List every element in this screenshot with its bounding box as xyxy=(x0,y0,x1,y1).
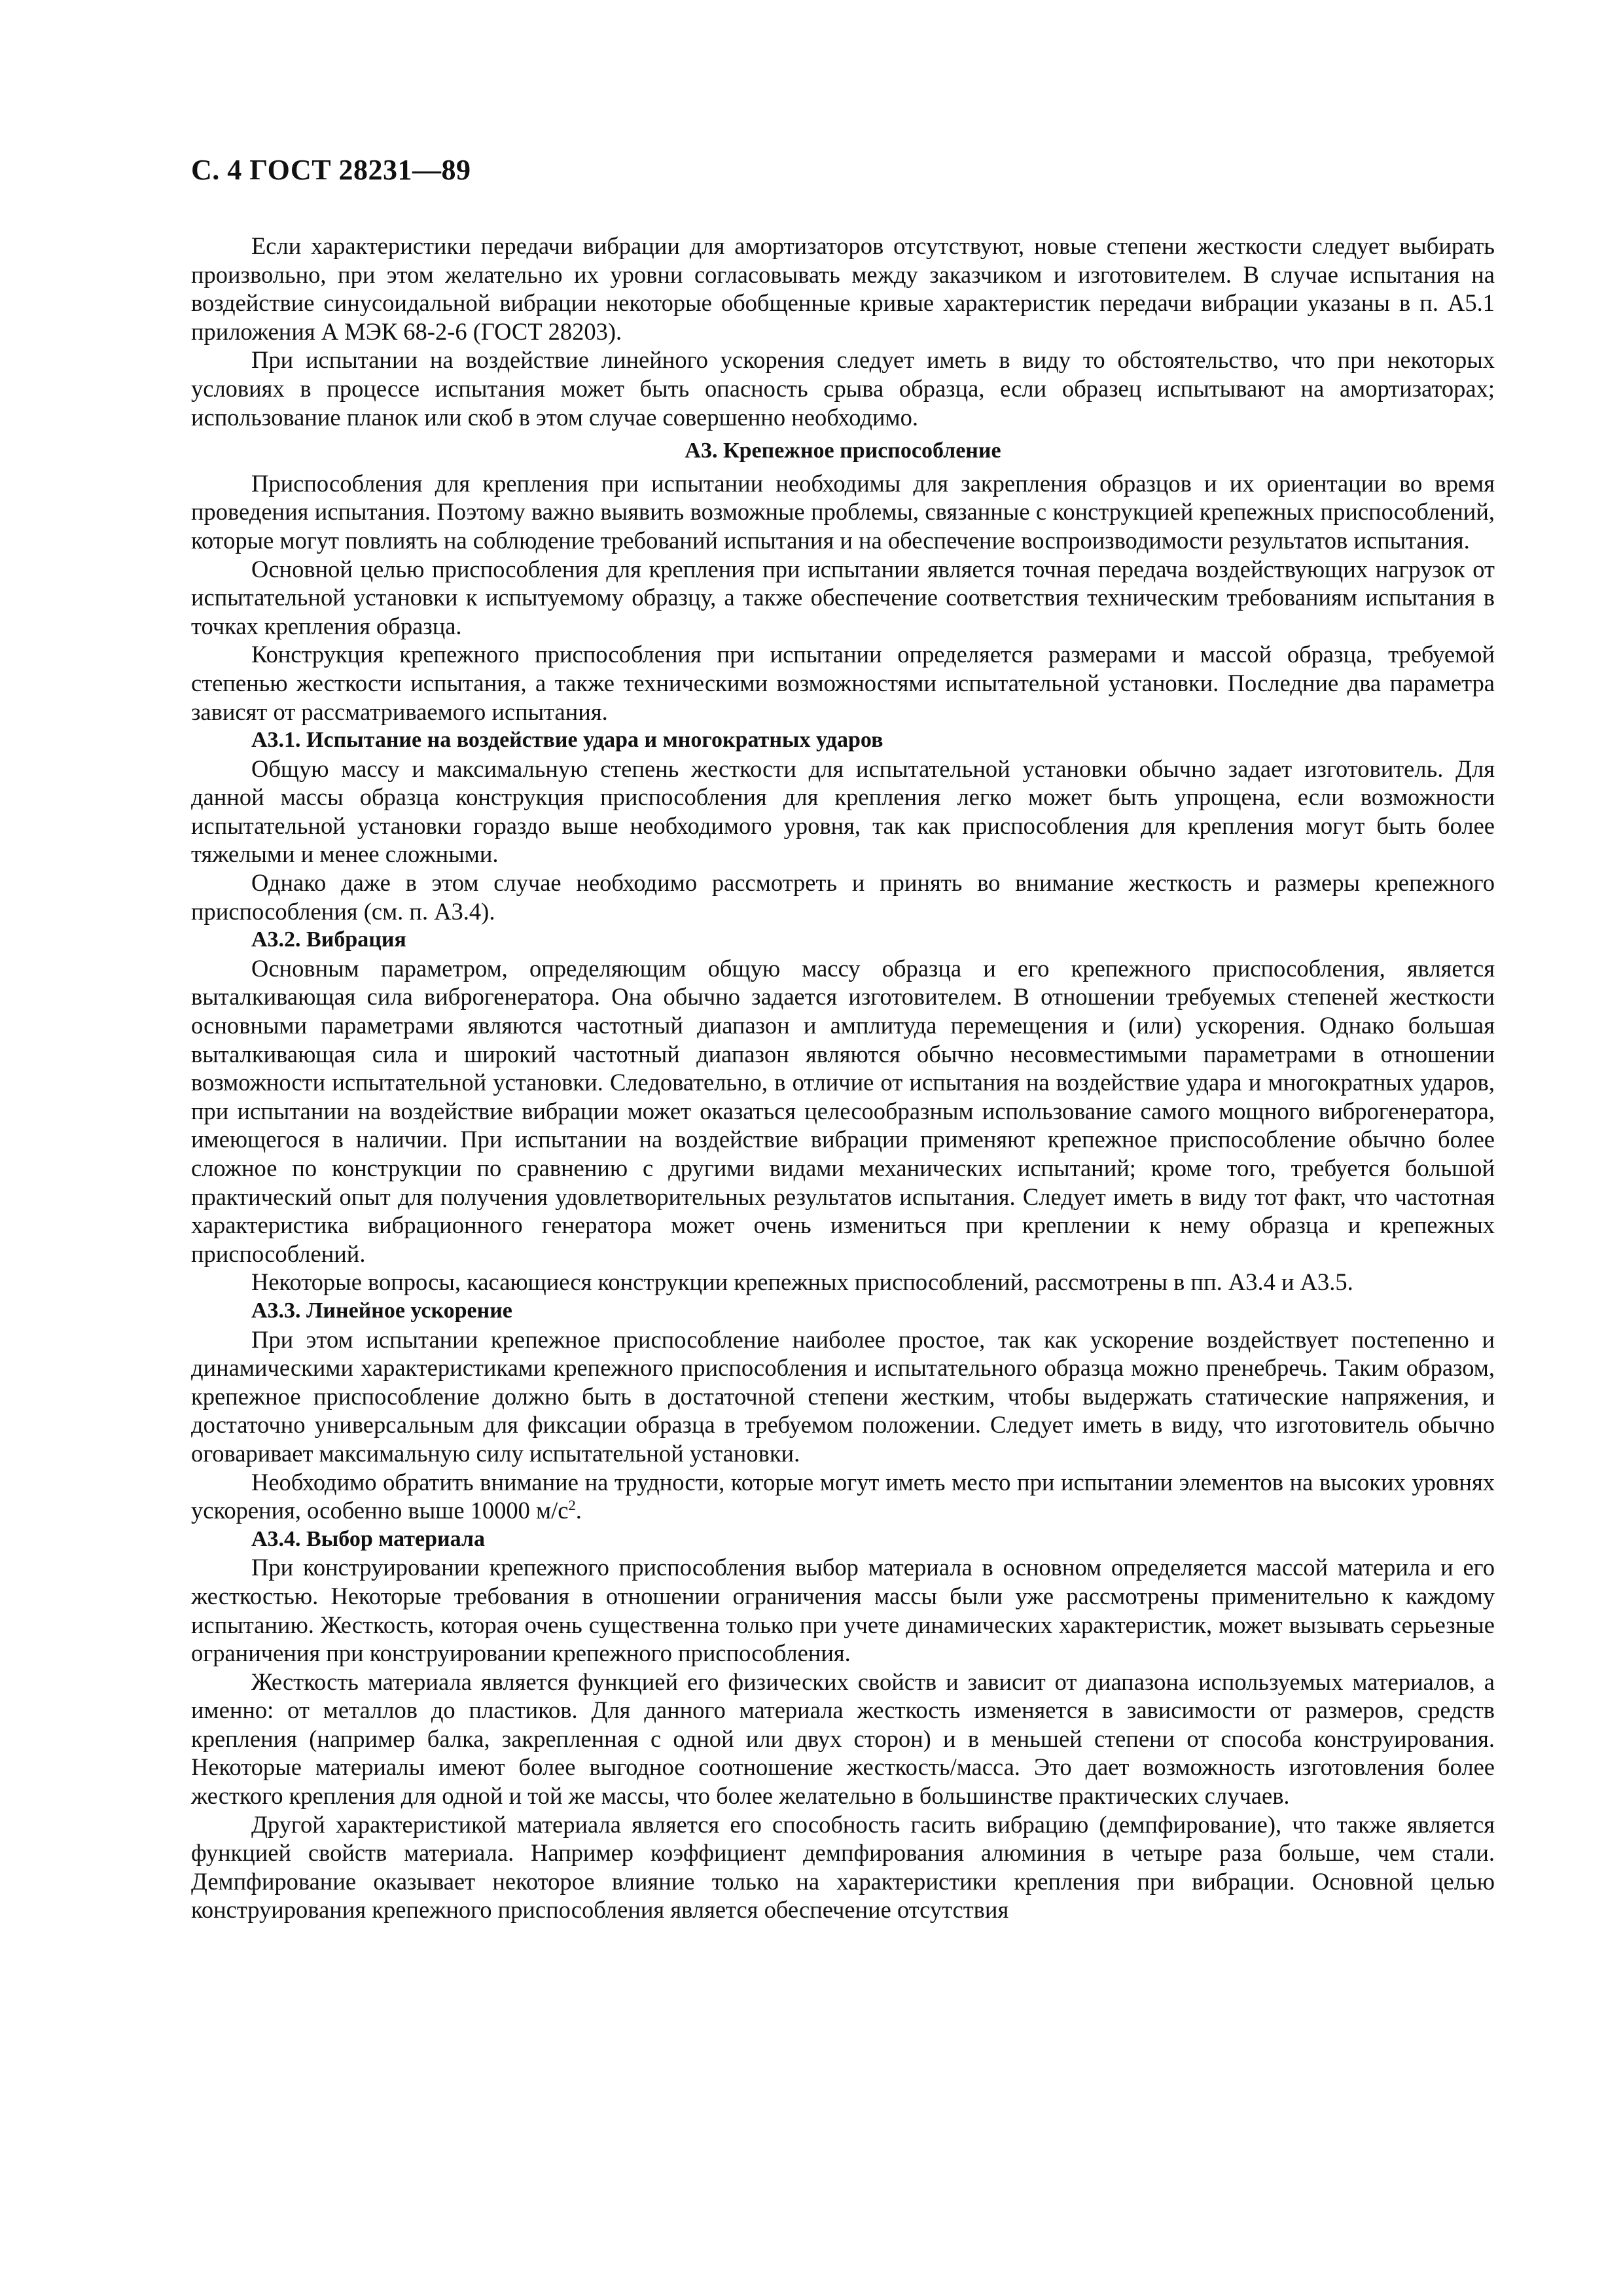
paragraph: Если характеристики передачи вибрации для амортизаторов отсутствуют, новые степени жесткости следует выбирать произвольно, при этом желательно их уровни согласовывать между заказчиком и изготовителем. В случае испытания на воздействие синусоидальной вибрации некоторые обобщенные кривые характеристик передачи вибрации указаны в п. А5.1 приложения А МЭК 68-2-6 (ГОСТ 28203). xyxy=(191,232,1495,345)
subheading-a3-2: А3.2. Вибрация xyxy=(251,927,406,952)
paragraph: Основным параметром, определяющим общую массу образца и его крепежного приспособления, является выталкивающая сила виброгенератора. Она обычно задается изготовителем. В отношении требуемых степеней жесткости основными параметрами являются частотный диапазон и амплитуда перемещения и (или) ускорения. Однако большая выталкивающая сила и широкий частотный диапазон являются обычно несовместимыми параметрами в отношении возможности испытательной установки. Следовательно, в отличие от испытания на воздействие удара и многократных ударов, при испытании на воздействие вибрации может оказаться целесообразным использование самого мощного виброгенератора, имеющегося в наличии. При испытании на воздействие вибрации применяют крепежное приспособление обычно более сложное по конструкции по сравнению с другими видами механических испытаний; кроме того, требуется большой практический опыт для получения удовлетворительных результатов испытания. Следует иметь в виду тот факт, что частотная характеристика вибрационного генератора может очень измениться при креплении к нему образца и крепежных приспособлений. xyxy=(191,954,1495,1267)
paragraph: Жесткость материала является функцией его физических свойств и зависит от диапазона используемых материалов, а именно: от металлов до пластиков. Для данного материала жесткость изменяется в зависимости от размеров, средств крепления (например балка, закрепленная с одной или двух сторон) и в меньшей степени от способа конструирования. Некоторые материалы имеют более выгодное соотношение жесткость/масса. Это дает возможность изготовления более жесткого крепления для одной и той же массы, что более желательно в большинстве практических случаев. xyxy=(191,1668,1495,1810)
paragraph: Некоторые вопросы, касающиеся конструкции крепежных приспособлений, рассмотрены в пп. А3.4 и А3.5. xyxy=(251,1268,1353,1296)
paragraph-end: . xyxy=(575,1497,582,1524)
superscript-exponent: 2 xyxy=(568,1496,576,1513)
paragraph: Основной целью приспособления для крепления при испытании является точная передача воздействующих нагрузок от испытательной установки к испытуемому образцу, а также обеспечение соответствия техническим требованиям испытания в точках крепления образца. xyxy=(191,555,1495,639)
subheading-a3-1: А3.1. Испытание на воздействие удара и многократных ударов xyxy=(251,728,883,753)
paragraph-text: Необходимо обратить внимание на трудности, которые могут иметь место при испытании элементов на высоких уровнях ускорения, особенно выше 10000 м/с xyxy=(191,1468,1495,1524)
document-page xyxy=(191,152,1495,1924)
paragraph: При испытании на воздействие линейного ускорения следует иметь в виду то обстоятельство, что при некоторых условиях в процессе испытания может быть опасность срыва образца, если образец испытывают на амортизаторах; использование планок или скоб в этом случае совершенно необходимо. xyxy=(191,346,1495,431)
paragraph: Другой характеристикой материала является его способность гасить вибрацию (демпфирование), что также является функцией свойств материала. Например коэффициент демпфирования алюминия в четыре раза больше, чем стали. Демпфирование оказывает некоторое влияние только на характеристики крепления при вибрации. Основной целью конструирования крепежного приспособления является обеспечение отсутствия xyxy=(191,1810,1495,1924)
subheading-a3-3: А3.3. Линейное ускорение xyxy=(251,1298,512,1323)
paragraph: Конструкция крепежного приспособления при испытании определяется размерами и массой образца, требуемой степенью жесткости испытания, а также техническими возможностями испытательной установки. Последние два параметра зависят от рассматриваемого испытания. xyxy=(191,641,1495,725)
section-title-a3: А3. Крепежное приспособление xyxy=(685,439,1001,463)
paragraph xyxy=(191,1468,1495,1525)
paragraph: Общую массу и максимальную степень жесткости для испытательной установки обычно задает изготовитель. Для данной массы образца конструкция приспособления для крепления легко может быть упрощена, если возможности испытательной установки гораздо выше необходимого уровня, так как приспособления для крепления могут быть более тяжелыми и менее сложными. xyxy=(191,755,1495,868)
paragraph: При конструировании крепежного приспособления выбор материала в основном определяется массой материла и его жесткостью. Некоторые требования в отношении ограничения массы были уже рассмотрены применительно к каждому испытанию. Жесткость, которая очень существенна только при учете динамических характеристик, может вызывать серьезные ограничения при конструировании крепежного приспособления. xyxy=(191,1554,1495,1667)
paragraph: Приспособления для крепления при испытании необходимы для закрепления образцов и их ориентации во время проведения испытания. Поэтому важно выявить возможные проблемы, связанные с конструкцией крепежных приспособлений, которые могут повлиять на соблюдение требований испытания и на обеспечение воспроизводимости результатов испытания. xyxy=(191,469,1495,554)
paragraph: При этом испытании крепежное приспособление наиболее простое, так как ускорение воздействует постепенно и динамическими характеристиками крепежного приспособления и испытательного образца можно пренебречь. Таким образом, крепежное приспособление должно быть в достаточной степени жестким, чтобы выдержать статические напряжения, и достаточно универсальным для фиксации образца в требуемом положении. Следует иметь в виду, что изготовитель обычно оговаривает максимальную силу испытательной установки. xyxy=(191,1325,1495,1467)
paragraph: Однако даже в этом случае необходимо рассмотреть и принять во внимание жесткость и размеры крепежного приспособления (см. п. А3.4). xyxy=(191,869,1495,925)
subheading-a3-4: А3.4. Выбор материала xyxy=(251,1526,485,1551)
running-head: С. 4 ГОСТ 28231—89 xyxy=(191,154,471,186)
document-body xyxy=(191,232,1495,1924)
